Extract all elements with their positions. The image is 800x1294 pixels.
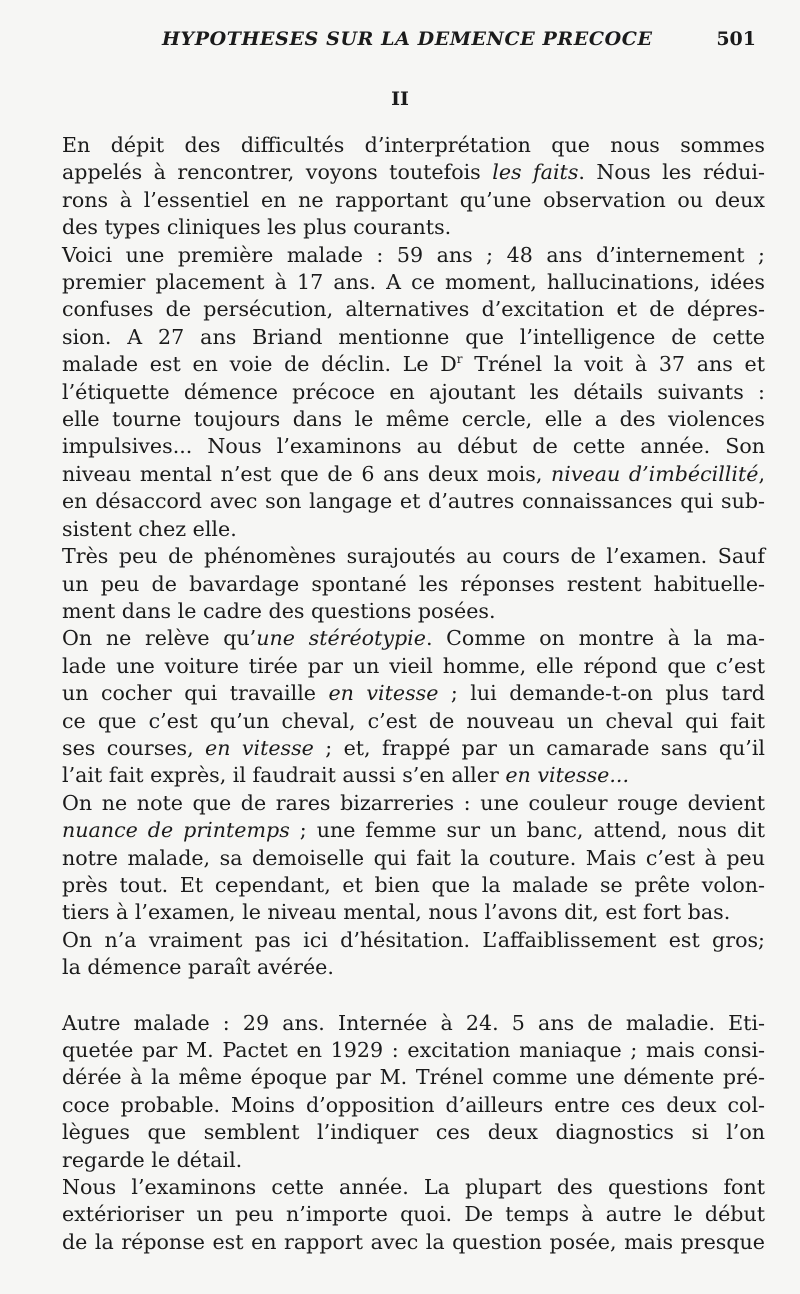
text-line: Nous l’examinons cette année. La plupart des questions font <box>62 1175 765 1200</box>
page-header <box>162 28 756 58</box>
page-number: 501 <box>716 28 756 50</box>
text-line: quetée par M. Pactet en 1929 : excitation maniaque ; mais consi- <box>62 1038 765 1062</box>
text-line: impulsives... Nous l’examinons au début de cette année. Son <box>62 434 765 459</box>
text-line: lègues que semblent l’indiquer ces deux diagnostics si l’on <box>62 1120 765 1145</box>
text-line: Autre malade : 29 ans. Internée à 24. 5 ans de maladie. Eti- <box>62 1010 765 1035</box>
text-line: Voici une première malade : 59 ans ; 48 ans d’internement ; <box>62 242 765 267</box>
paragraph <box>40 927 765 982</box>
paragraph <box>40 1010 765 1174</box>
text-line: niveau mental n’est que de 6 ans deux mois, niveau d’imbécillité, <box>62 461 765 486</box>
text-line: ses courses, en vitesse ; et, frappé par un camarade sans qu’il <box>62 735 766 760</box>
text-line: sistent chez elle. <box>62 516 237 541</box>
text-line: tiers à l’examen, le niveau mental, nous l’avons dit, est fort bas. <box>62 900 731 925</box>
text-line: sion. A 27 ans Briand mentionne que l’intelligence de cette <box>62 324 765 349</box>
text-line: de la réponse est en rapport avec la question posée, mais presque <box>62 1229 765 1254</box>
text-line: On n’a vraiment pas ici d’hésitation. L’affaiblissement est gros; <box>62 927 765 952</box>
text-line: près tout. Et cependant, et bien que la malade se prête volon- <box>62 872 765 897</box>
paragraph <box>40 625 765 789</box>
text-line: coce probable. Moins d’opposition d’ailleurs entre ces deux col- <box>62 1092 765 1117</box>
paragraph <box>40 242 765 543</box>
text-line: extérioriser un peu n’importe quoi. De temps à autre le début <box>62 1202 765 1227</box>
text-line: appelés à rencontrer, voyons toutefois les faits. Nous les rédui- <box>62 160 765 185</box>
text-line: On ne relève qu’une stéréotypie. Comme on montre à la ma- <box>62 626 765 651</box>
text-line: On ne note que de rares bizarreries : une couleur rouge devient <box>62 790 765 815</box>
text-line: l’ait fait exprès, il faudrait aussi s’en aller en vitesse... <box>62 763 630 788</box>
text-line: premier placement à 17 ans. A ce moment, hallucinations, idées <box>62 270 765 295</box>
paragraph <box>40 132 765 242</box>
text-line: des types cliniques les plus courants. <box>62 215 452 240</box>
text-line: notre malade, sa demoiselle qui fait la couture. Mais c’est à peu <box>62 845 765 870</box>
paragraph <box>40 543 765 625</box>
text-line: nuance de printemps ; une femme sur un banc, attend, nous dit <box>62 818 765 843</box>
text-line: ce que c’est qu’un cheval, c’est de nouveau un cheval qui fait <box>62 708 765 733</box>
text-line: un cocher qui travaille en vitesse ; lui demande-t-on plus tard <box>62 681 765 706</box>
text-line: la démence paraît avérée. <box>62 955 334 980</box>
paragraph <box>40 1174 765 1256</box>
paragraph <box>40 790 765 927</box>
text-line: regarde le détail. <box>62 1147 243 1172</box>
text-line: En dépit des difficultés d’interprétation que nous sommes <box>62 133 765 157</box>
text-line: ment dans le cadre des questions posées. <box>62 598 496 623</box>
body-text <box>40 132 765 1256</box>
text-line: un peu de bavardage spontané les réponses restent habituelle- <box>62 571 765 596</box>
text-line: elle tourne toujours dans le même cercle, elle a des violences <box>62 407 765 432</box>
text-line: rons à l’essentiel en ne rapportant qu’une observation ou deux <box>62 187 765 212</box>
running-title: HYPOTHESES SUR LA DEMENCE PRECOCE <box>162 28 653 50</box>
text-line: lade une voiture tirée par un vieil homme, elle répond que c’est <box>62 653 765 678</box>
section-number: II <box>391 88 409 110</box>
text-line: l’étiquette démence précoce en ajoutant les détails suivants : <box>62 379 765 404</box>
text-line: Très peu de phénomènes surajoutés au cours de l’examen. Sauf <box>62 544 765 569</box>
text-line: malade est en voie de déclin. Le $D^r$ Trénel la voit à 37 ans et <box>62 352 765 377</box>
text-line: en désaccord avec son langage et d’autres connaissances qui sub- <box>62 489 765 514</box>
text-line: dérée à la même époque par M. Trénel comme une démente pré- <box>62 1065 765 1090</box>
text-line: confuses de persécution, alternatives d’excitation et de dépres- <box>62 297 765 322</box>
